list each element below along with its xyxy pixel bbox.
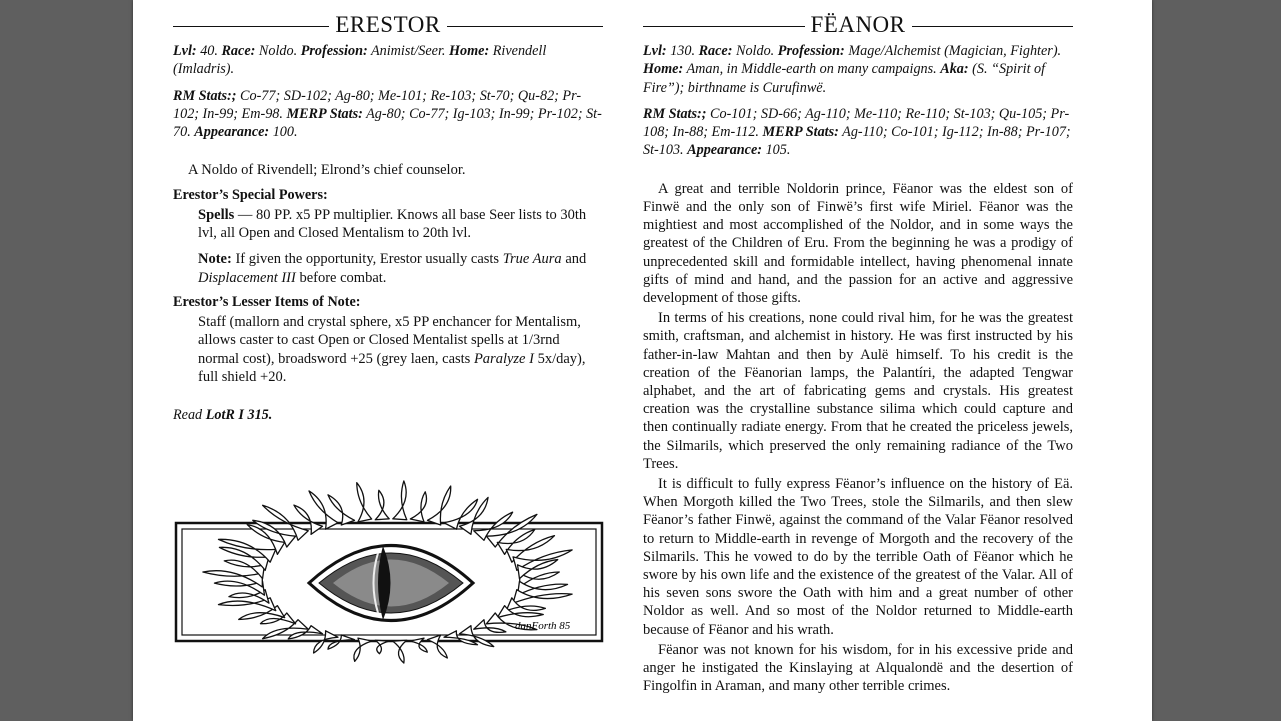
feanor-paragraph: Fëanor was not known for his wisdom, for in his excessive pride and anger he instigated the Kinslaying at Alqualondë and the desertion of Fingolfin in Araman, and many other terrible crimes. (643, 641, 1073, 695)
erestor-heading (173, 10, 603, 40)
flame-tongue (239, 606, 285, 620)
home-value: Aman, in Middle-earth on many campaigns. (686, 61, 937, 78)
race-value: Noldo. (736, 43, 775, 59)
profession-value: Mage/Alchemist (Magician, Fighter). (848, 43, 1062, 59)
aka-value: (S. “Spirit of Fire”); birthname is Curufinwë. (643, 61, 1046, 96)
flame-tongue (486, 514, 536, 547)
flame-tongue (506, 598, 545, 611)
powers-heading: Erestor’s Special Powers: (173, 186, 328, 203)
rm-stats-label: RM Stats:; (173, 87, 237, 104)
erestor-basic-stats (173, 42, 603, 79)
note-label: Note: (198, 251, 232, 268)
flame-tongue (357, 483, 372, 522)
spells-text: Spells — 80 PP. x5 PP multiplier. Knows all base Seer lists to 30th lvl, all Open and Closed Mentalism to 20th lvl. (198, 206, 587, 242)
feanor-paragraph: It is difficult to fully express Fëanor’s influence on the history of Eä. When Morgoth killed the Two Trees, stole the Silmarils, and then slew Fëanor’s father Finwë, against the command of the Valar Fëanor resolved to return to Middle-earth in revenge of Morgoth and the recovery of the Silmarils. This he vowed to do by the terrible Oath of Fëanor which he swore by his own life and the existence of the greatest of the Valar. All of his seven sons swore the Oath with him and a great number of other Noldor as well. And so most of the Noldor returned to Middle-earth because of Fëanor and his wrath. (643, 476, 1073, 638)
feanor-basic-stats (643, 42, 1073, 97)
feanor-rm-stats (643, 105, 1073, 160)
flame-tongue (428, 635, 448, 658)
home-label: Home: (643, 61, 684, 78)
flame-tongue (375, 490, 389, 519)
rm-stats-label: RM Stats:; (643, 105, 707, 122)
feanor-paragraph: In terms of his creations, none could rival him, for he was the greatest smith, craftsman, and alchemist in history. He was first instructed by his father-in-law Mahtan and then by Aulë himself. To his credit is the creation of the Fëanorian lamps, the Palantíri, the adapted Tengwar alphabet, and the art of fabricating gems and crystals. His greatest creation was the crystalline substance silima which could capture and then continually radiate energy. From that he created the priceless jewels, the Silmarils, which preserved the only remaining radiance of the Two Trees. (643, 310, 1073, 472)
spells-label: Spells (198, 206, 235, 223)
erestor-rm-stats (173, 87, 603, 142)
heading-rule-right (447, 26, 603, 27)
lvl-label: Lvl: (173, 43, 197, 59)
read-reference: Read LotR I 315. (173, 407, 273, 424)
race-label: Race: (221, 43, 256, 59)
home-value: Rivendell (Imladris). (173, 43, 547, 78)
document-page (133, 0, 1152, 721)
aka-label: Aka: (940, 61, 969, 78)
profession-label: Profession: (777, 43, 845, 59)
erestor-intro: A Noldo of Rivendell; Elrond’s chief counselor. (188, 162, 466, 179)
appearance-label: Appearance: (194, 124, 270, 141)
feanor-column (643, 10, 1073, 695)
home-label: Home: (449, 43, 490, 59)
heading-rule-right (912, 26, 1074, 27)
profession-label: Profession: (300, 43, 368, 59)
feanor-title: FËANOR (810, 12, 906, 37)
merp-stats-value: Ag-110; Co-101; Ig-112; In-88; Pr-107; St-103. (643, 124, 1071, 159)
lvl-label: Lvl: (643, 43, 667, 59)
lvl-value: 130. (670, 43, 696, 59)
flame-tongue (393, 481, 407, 520)
erestor-column (173, 10, 603, 424)
flame-tongue (428, 486, 451, 525)
items-text: Staff (mallorn and crystal sphere, x5 PP enchancer for Mentalism, allows caster to cast Open or Closed Mentalist spells at 1/3rnd normal cost), broadsword +25 (grey laen, casts Paralyze I 5x/day), full shield +20. (198, 313, 586, 385)
lvl-value: 40. (200, 43, 218, 59)
items-heading: Erestor’s Lesser Items of Note: (173, 293, 361, 310)
merp-stats-value: Ag-80; Co-77; Ig-103; In-99; Pr-102; St-70. (173, 105, 602, 141)
rm-stats-value: Co-101; SD-66; Ag-110; Me-110; Re-110; St-103; Qu-105; Pr-108; In-88; Em-112. (643, 105, 1070, 141)
flame-tongue (375, 640, 389, 653)
heading-rule-left (643, 26, 805, 27)
flame-tongue (410, 492, 426, 522)
race-label: Race: (698, 43, 733, 59)
appearance-label: Appearance: (687, 142, 763, 159)
eye-of-sauron-illustration (173, 468, 609, 673)
flame-tongue (393, 640, 407, 663)
feanor-paragraph: A great and terrible Noldorin prince, Fëanor was the eldest son of Finwë and the only son of Finwë’s first wife Miriel. Fëanor was the mightiest and most accomplished of the Noldor, and in some ways the greatest of the Children of Eru. From the beginning he was a prodigy of unprecedented skill and formidable intellect, having phenomenal innate gifts of mind and hand, and the passion for an active and aggressive development of those gifts. (643, 180, 1073, 306)
appearance-value: 105. (765, 142, 791, 159)
merp-stats-label: MERP Stats: (762, 124, 839, 141)
erestor-title: ERESTOR (335, 12, 441, 37)
race-value: Noldo. (258, 43, 298, 59)
heading-rule-left (173, 26, 329, 27)
appearance-value: 100. (272, 124, 298, 141)
feanor-heading (643, 10, 1073, 40)
profession-value: Animist/Seer. (370, 43, 446, 59)
artist-signature: danForth 85 (515, 620, 571, 632)
note-text: Note: If given the opportunity, Erestor usually casts True Aura and Displacement III before combat. (198, 251, 587, 286)
rm-stats-value: Co-77; SD-102; Ag-80; Me-101; Re-103; St-70; Qu-82; Pr-102; In-99; Em-98. (173, 87, 582, 122)
merp-stats-label: MERP Stats: (286, 105, 363, 122)
